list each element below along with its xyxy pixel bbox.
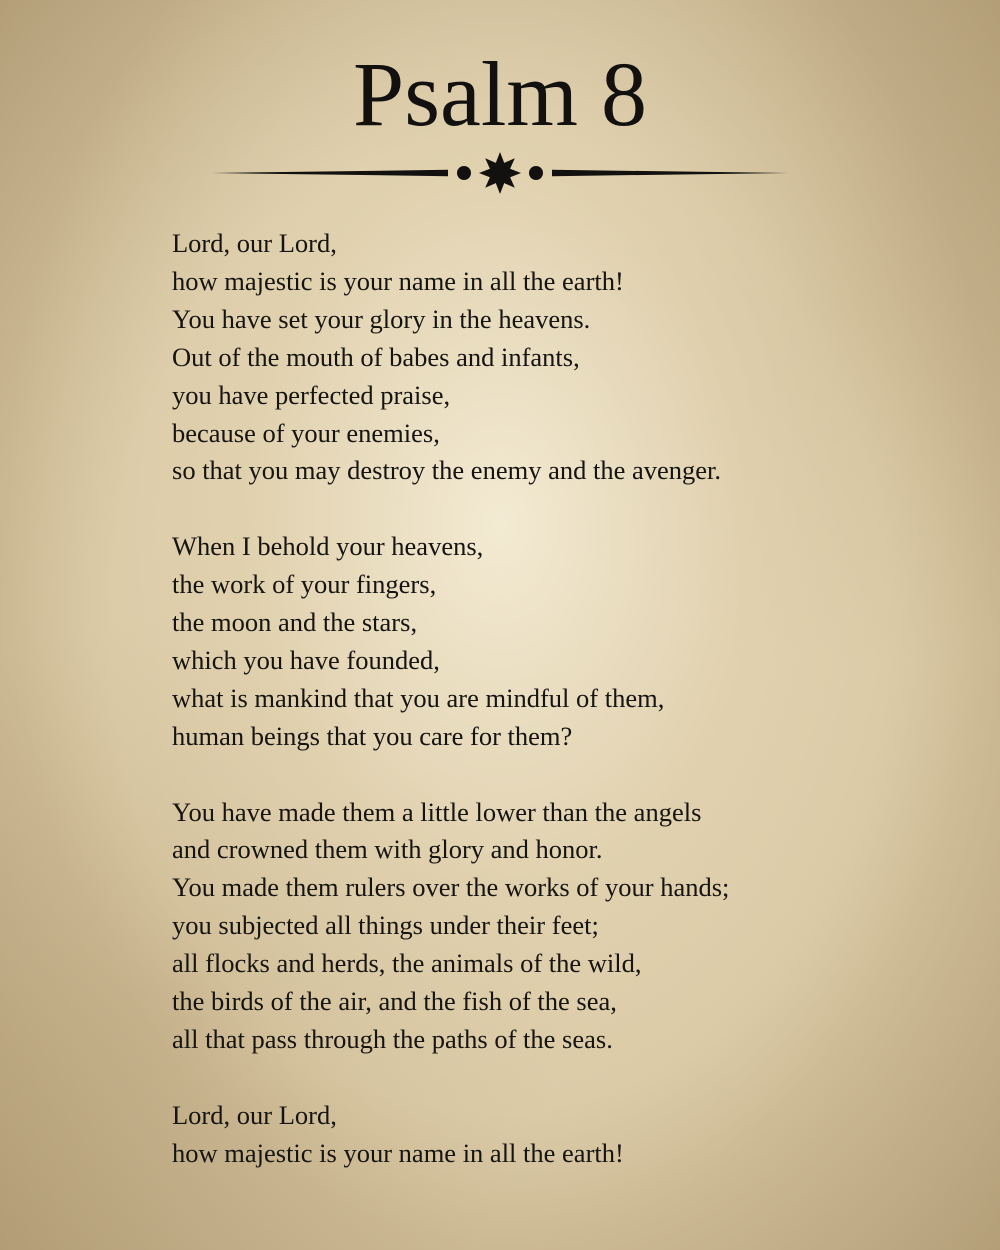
divider-right-line	[552, 170, 788, 176]
poem-line: human beings that you care for them?	[172, 720, 573, 751]
stanza	[172, 225, 932, 490]
divider-left-dot	[457, 166, 471, 180]
divider-right-dot	[529, 166, 543, 180]
poem-line: how majestic is your name in all the earth!	[172, 265, 624, 296]
star-burst-icon	[479, 152, 521, 194]
poem-line: which you have founded,	[172, 644, 440, 675]
poem-line: because of your enemies,	[172, 417, 440, 448]
poem-line: You have set your glory in the heavens.	[172, 303, 591, 334]
poem-line: how majestic is your name in all the earth!	[172, 1137, 624, 1168]
stanza	[172, 528, 932, 755]
stanza	[172, 1097, 932, 1173]
poem-line: all that pass through the paths of the seas.	[172, 1024, 613, 1054]
poem-line: Out of the mouth of babes and infants,	[172, 341, 580, 372]
poem-line: you have perfected praise,	[172, 379, 451, 410]
poem-line: what is mankind that you are mindful of them,	[172, 682, 665, 713]
poem-line: Lord, our Lord,	[172, 228, 337, 258]
poem-line: When I behold your heavens,	[172, 531, 484, 562]
poem-line: Lord, our Lord,	[172, 1099, 337, 1130]
poem-line: and crowned them with glory and honor.	[172, 834, 603, 865]
divider-left-line	[212, 170, 448, 176]
poem-line: you subjected all things under their feet;	[172, 910, 599, 941]
poem-line: You made them rulers over the works of your hands;	[172, 872, 730, 903]
ornamental-divider	[212, 148, 788, 198]
poem-line: the moon and the stars,	[172, 607, 418, 638]
poem-line: You have made them a little lower than the angels	[172, 796, 702, 827]
stanza	[172, 794, 932, 1059]
poem-line: the work of your fingers,	[172, 569, 437, 600]
poem-body	[172, 225, 932, 1173]
poem-line: all flocks and herds, the animals of the wild,	[172, 948, 642, 979]
poem-line: the birds of the air, and the fish of the sea,	[172, 986, 617, 1017]
page-title: Psalm 8	[353, 43, 647, 145]
poem-line: so that you may destroy the enemy and the avenger.	[172, 455, 721, 486]
